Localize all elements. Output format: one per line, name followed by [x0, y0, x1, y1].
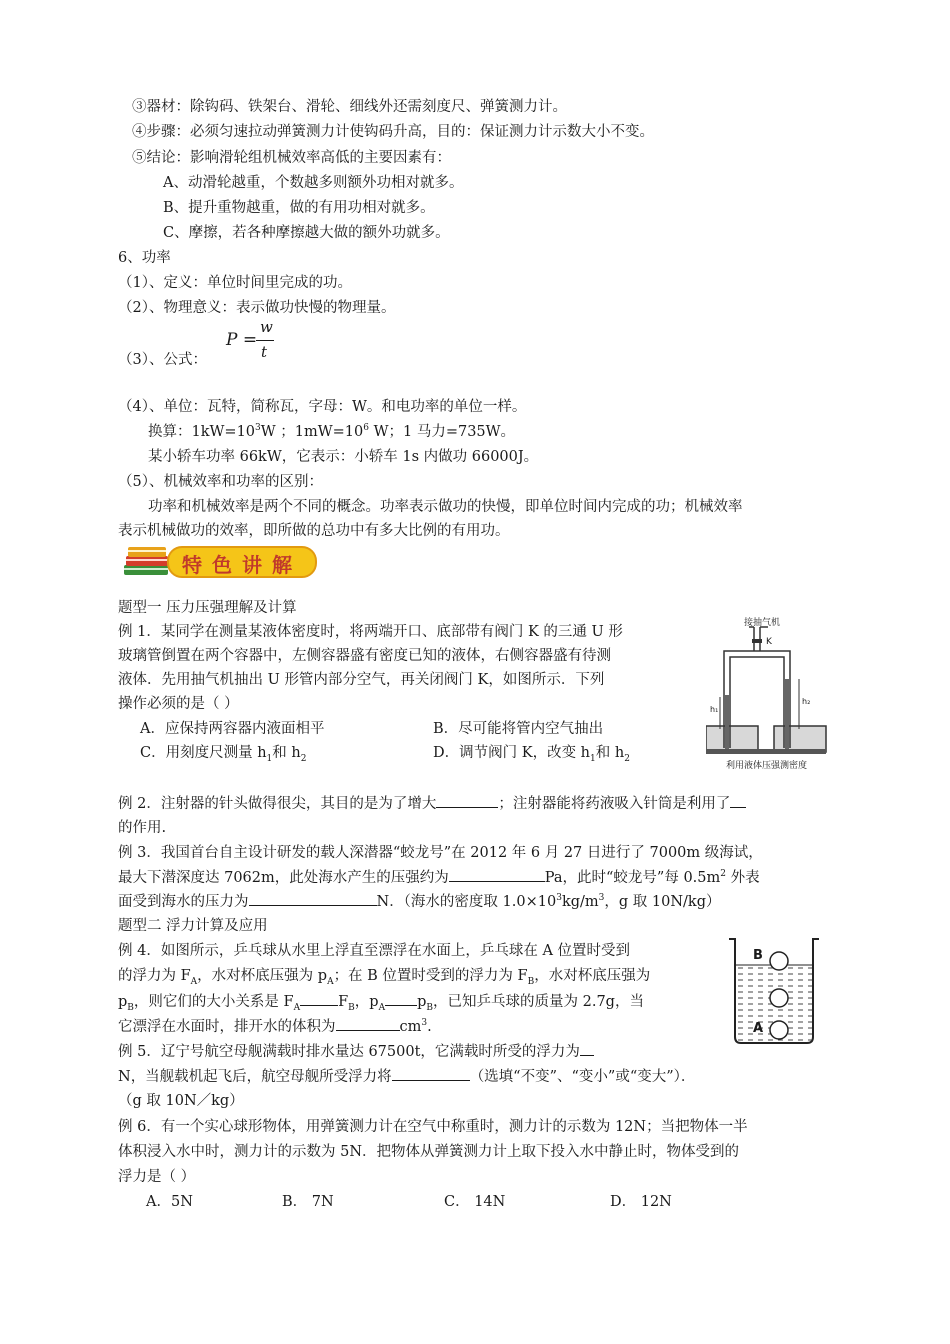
ex1-option-d: D．调节阀门 K，改变 $h_1$和 $h_2$ [433, 745, 630, 764]
figure-valve-label: K [766, 637, 772, 647]
ex6-line1: 例 6．有一个实心球形物体，用弹簧测力计在空气中称重时，测力计的示数为 12N；当把物体一半 [118, 1119, 748, 1135]
ex1-option-a: A．应保持两容器内液面相平 [140, 721, 325, 737]
ex4-line1: 例 4．如图所示，乒乓球从水里上浮直至漂浮在水面上，乒乓球在 A 位置时受到 [118, 943, 631, 959]
ex1-line1: 例 1．某同学在测量某液体密度时，将两端开口、底部带有阀门 K 的三通 U 形 [118, 624, 623, 640]
ex2-line1: 例 2．注射器的针头做得很尖，其目的是为了增大 ；注射器能将药液吸入针筒是利用了 [118, 793, 746, 814]
type2-title: 题型二 浮力计算及应用 [118, 918, 268, 934]
formula-lhs: P = [226, 330, 258, 350]
power-diff-1: 功率和机械效率是两个不同的概念。功率表示做功的快慢，即单位时间内完成的功；机械效率 [148, 499, 743, 515]
ex1-option-b: B．尽可能将管内空气抽出 [433, 721, 604, 737]
feature-banner [122, 541, 318, 581]
ex5-line3: （g 取 10N／kg） [118, 1093, 244, 1109]
figure-a-label: A [753, 1021, 764, 1036]
ex3-line2: 最大下潜深度达 7062m，此处海水产生的压强约为 Pa，此时“蛟龙号”每 $0.5m^2$ 外表 [118, 867, 760, 888]
power-heading: 6、功率 [118, 250, 171, 266]
formula-denominator: t [261, 343, 268, 361]
power-diff-2: 表示机械做功的效率，即所做的总功中有多大比例的有用功。 [118, 523, 510, 539]
power-unit: （4）、单位：瓦特，简称瓦，字母：W。和电功率的单位一样。 [118, 399, 527, 415]
formula-bar [256, 340, 274, 341]
conclusion-line: ⑤结论：影响滑轮组机械效率高低的主要因素有： [132, 150, 451, 166]
ex4-line4: 它漂浮在水面时，排开水的体积为 $cm^3$. [118, 1016, 432, 1037]
figure-pump-label: 接抽气机 [744, 618, 781, 628]
figure-h1-label: h₁ [710, 705, 719, 714]
power-conversion: 换算：$1kW=10^3W$ ；$1mW=10^6$ W；1 马力=735W。 [148, 423, 516, 440]
power-car-example: 某小轿车功率 66kW，它表示：小轿车 1s 内做功 66000J。 [148, 449, 539, 465]
figure-h2-label: h₂ [802, 697, 811, 706]
power-formula [226, 318, 286, 366]
figure-b-label: B [753, 948, 763, 963]
ex6-line2: 体积浸入水中时，测力计的示数为 5N．把物体从弹簧测力计上取下投入水中静止时，物体受到的 [118, 1144, 740, 1160]
equipment-line: ③器材：除钩码、铁架台、滑轮、细线外还需刻度尺、弹簧测力计。 [132, 99, 567, 115]
ex6-option-d: D． 12N [610, 1194, 672, 1210]
power-formula-label: （3）、公式： [118, 352, 207, 368]
type1-title: 题型一 压力压强理解及计算 [118, 600, 297, 616]
ex6-line3: 浮力是（ ） [118, 1169, 196, 1185]
ex6-option-c: C． 14N [444, 1194, 506, 1210]
ex3-line3: 面受到海水的压力为 N．（海水的密度取 $1.0\times 10^3kg/m^3$，g 取 10N/kg） [118, 891, 720, 912]
ex4-line2: 的浮力为 $F_A$，水对杯底压强为 $p_A$；在 B 位置时受到的浮力为 $F_B$，水对杯底压强为 [118, 968, 651, 987]
conclusion-b: B、提升重物越重，做的有用功相对就多。 [163, 200, 435, 216]
ex2-line2: 的作用. [118, 820, 167, 836]
banner-text: 特色讲解 [182, 553, 302, 577]
ex5-line1: 例 5．辽宁号航空母舰满载时排水量达 67500t，它满载时所受的浮力为 [118, 1041, 594, 1062]
formula-numerator: w [260, 318, 273, 336]
ex1-line2: 玻璃管倒置在两个容器中，左侧容器盛有密度已知的液体，右侧容器盛有待测 [118, 648, 611, 664]
ex4-line3: $p_B$，则它们的大小关系是 $F_A$ $F_B$，$p_A$ $p_B$，已知乒乓球的质量为 2.7g，当 [118, 991, 644, 1012]
ex1-line4: 操作必须的是（ ） [118, 696, 239, 712]
power-diff-heading: （5）、机械效率和功率的区别： [118, 474, 323, 490]
u-tube-figure [706, 613, 840, 773]
power-meaning: （2）、物理意义：表示做功快慢的物理量。 [118, 300, 396, 316]
ex6-option-a: A．5N [146, 1194, 193, 1210]
ex6-option-b: B． 7N [282, 1194, 334, 1210]
ex3-line1: 例 3．我国首台自主设计研发的载人深潜器“蛟龙号”在 2012 年 6 月 27 日进行了 7000m 级海试， [118, 845, 763, 861]
ex1-option-c: C．用刻度尺测量 $h_1$和 $h_2$ [140, 745, 307, 764]
beaker-figure [727, 935, 822, 1047]
power-definition: （1）、定义：单位时间里完成的功。 [118, 275, 352, 291]
ex5-line2: N，当舰载机起飞后，航空母舰所受浮力将 （选填“不变”、“变小”或“变大”）． [118, 1066, 695, 1087]
conclusion-c: C、摩擦，若各种摩擦越大做的额外功就多。 [163, 225, 450, 241]
ex1-line3: 液体．先用抽气机抽出 U 形管内部分空气，再关闭阀门 K，如图所示．下列 [118, 672, 605, 688]
conclusion-a: A、动滑轮越重，个数越多则额外功相对就多。 [163, 175, 464, 191]
steps-line: ④步骤：必须匀速拉动弹簧测力计使钩码升高，目的：保证测力计示数大小不变。 [132, 124, 654, 140]
figure-caption: 利用液体压强测密度 [726, 761, 808, 771]
